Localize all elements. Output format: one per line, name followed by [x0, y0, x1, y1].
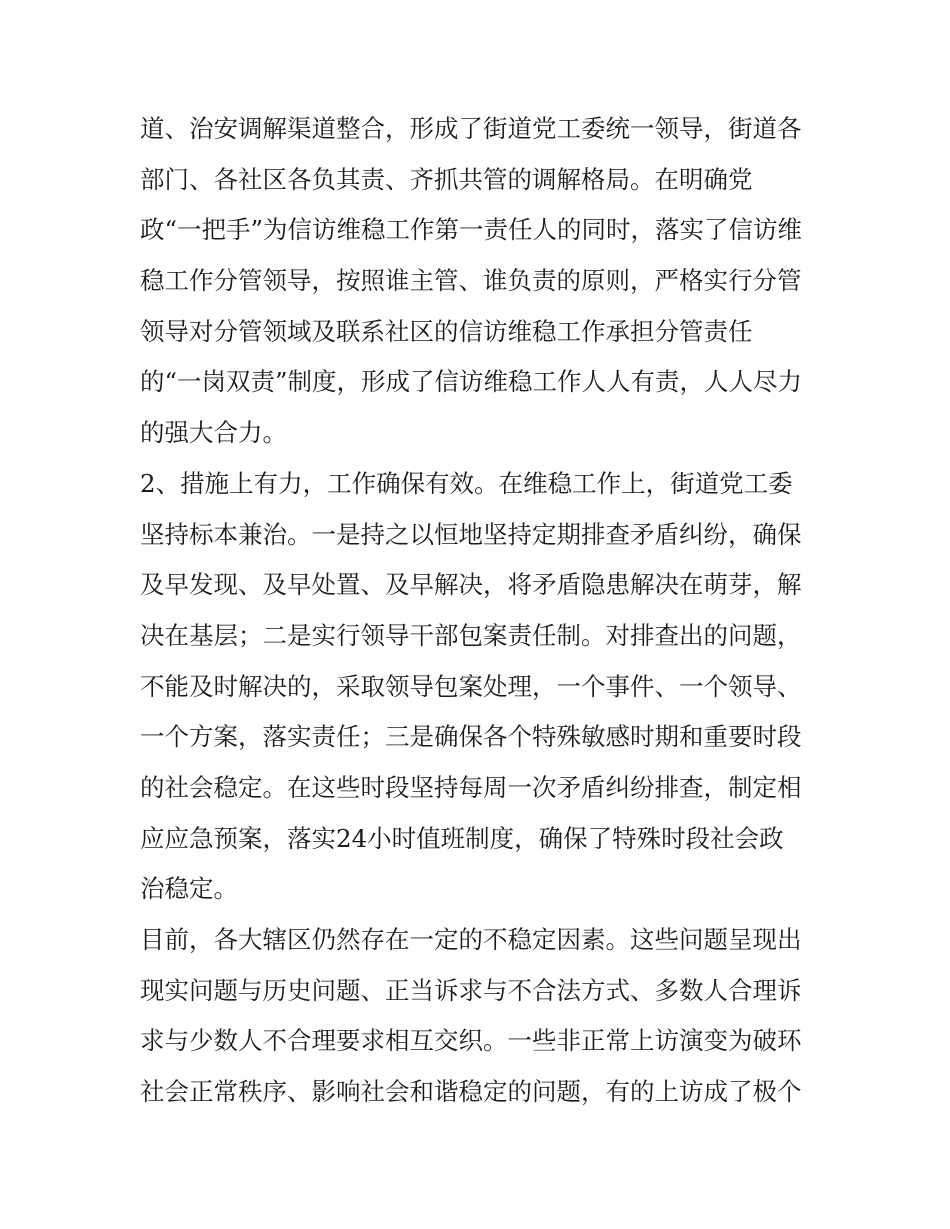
text-line: 不能及时解决的，采取领导包案处理，一个事件、一个领导、 — [140, 671, 802, 701]
text-line: 2、措施上有力，工作确保有效。在维稳工作上，街道党工委 — [140, 468, 793, 498]
text-line: 部门、各社区各负其责、齐抓共管的调解格局。在明确党 — [140, 164, 753, 194]
text-line: 的社会稳定。在这些时段坚持每周一次矛盾纠纷排查，制定相 — [140, 772, 802, 802]
text-line: 及早发现、及早处置、及早解决，将矛盾隐患解决在萌芽，解 — [140, 570, 802, 600]
text-line: 治稳定。 — [140, 874, 238, 904]
text-line: 稳工作分管领导，按照谁主管、谁负责的原则，严格实行分管 — [140, 266, 802, 296]
text-line: 道、治安调解渠道整合，形成了街道党工委统一领导，街道各 — [140, 114, 802, 143]
text-line: 决在基层；二是实行领导干部包案责任制。对排查出的问题， — [140, 620, 802, 650]
text-line: 现实问题与历史问题、正当诉求与不合法方式、多数人合理诉 — [140, 975, 802, 1005]
document-body — [140, 104, 820, 1118]
text-line: 的强大合力。 — [140, 418, 287, 448]
text-line: 政“一把手”为信访维稳工作第一责任人的同时，落实了信访维 — [140, 215, 803, 245]
text-line: 应应急预案，落实24小时值班制度，确保了特殊时段社会政 — [140, 823, 784, 853]
text-line: 目前，各大辖区仍然存在一定的不稳定因素。这些问题呈现出 — [140, 925, 802, 954]
text-line: 坚持标本兼治。一是持之以恒地坚持定期排查矛盾纠纷，确保 — [140, 519, 802, 549]
text-line: 社会正常秩序、影响社会和谐稳定的问题，有的上访成了极个 — [140, 1077, 802, 1107]
text-line: 的“一岗双责”制度，形成了信访维稳工作人人有责，人人尽力 — [140, 367, 803, 397]
text-line: 领导对分管领域及联系社区的信访维稳工作承担分管责任 — [140, 316, 753, 346]
text-line: 一个方案，落实责任；三是确保各个特殊敏感时期和重要时段 — [140, 722, 802, 752]
text-line: 求与少数人不合理要求相互交织。一些非正常上访演变为破环 — [140, 1026, 802, 1056]
